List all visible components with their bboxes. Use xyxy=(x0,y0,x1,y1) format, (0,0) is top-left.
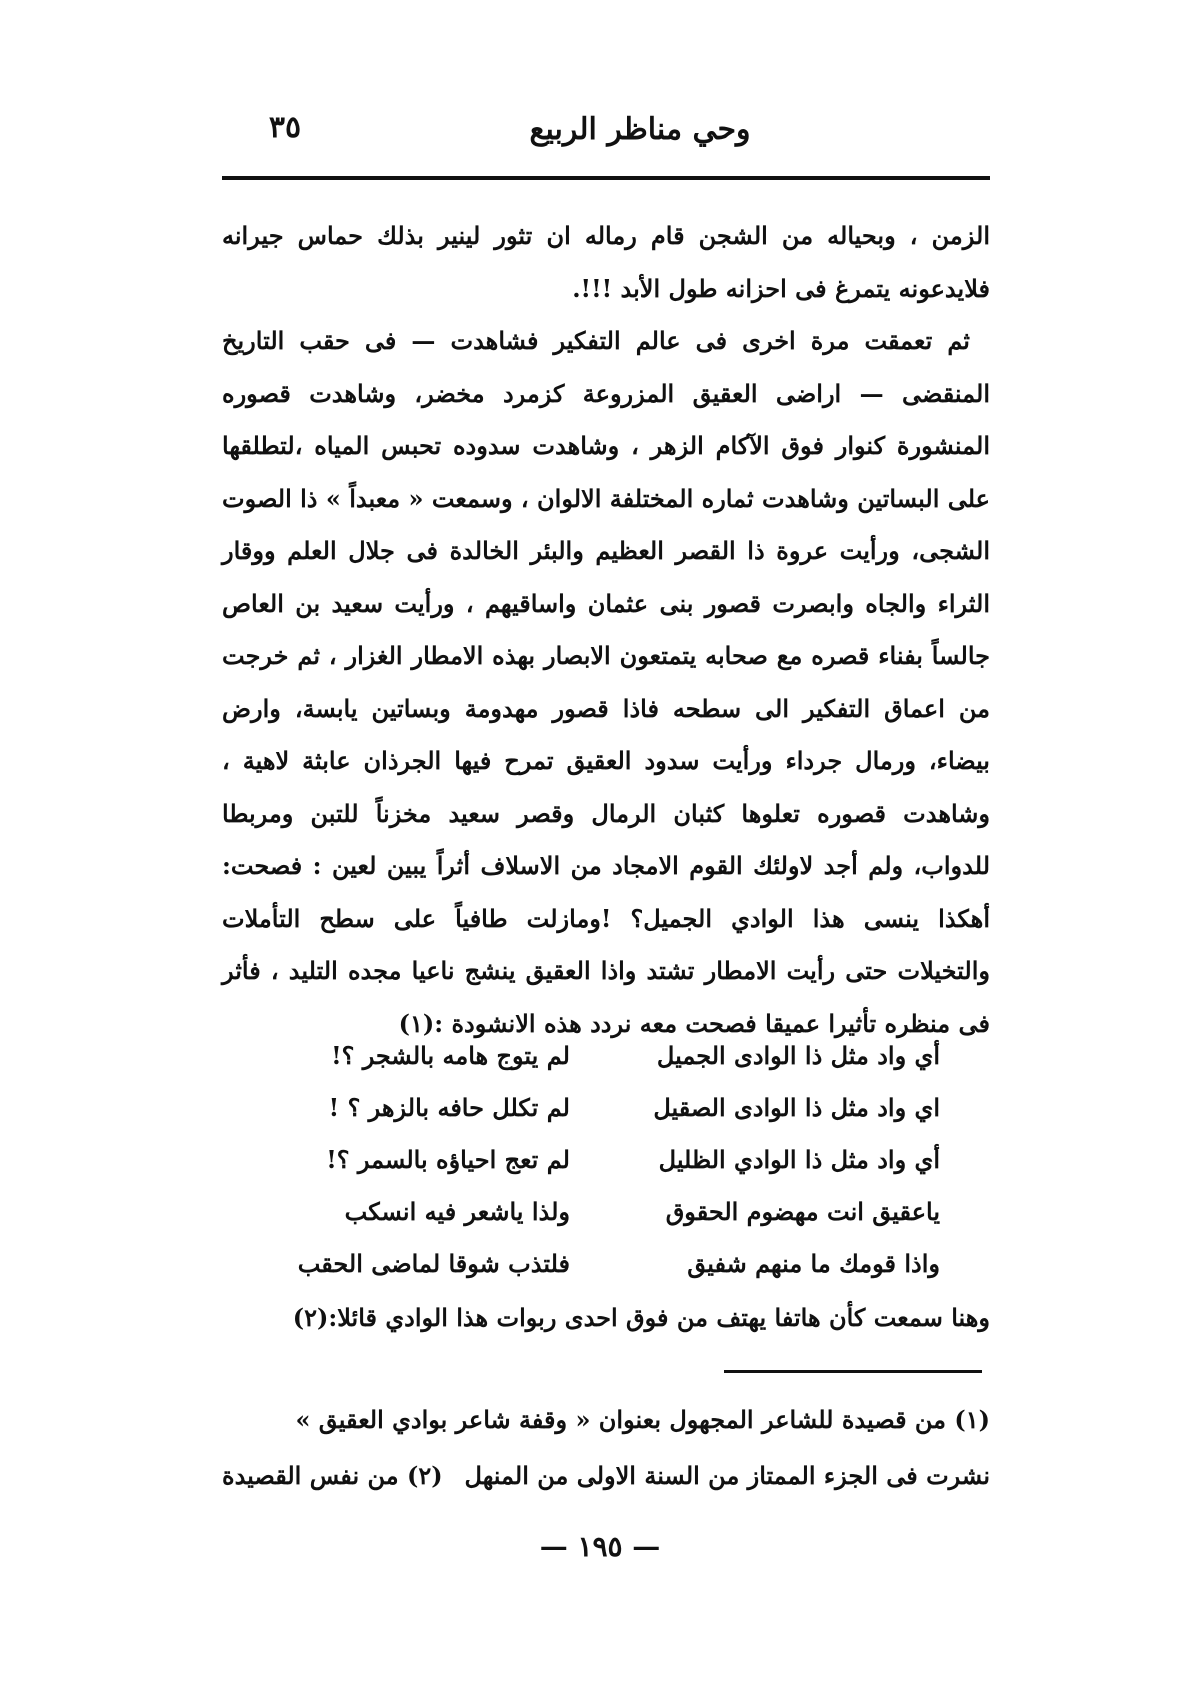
paragraph-1: الزمن ، وبحياله من الشجن قام رماله ان تثور لينير بذلك حماس جيرانه فلايدعونه يتمرغ فى احزانه طول الأبد !!!. xyxy=(222,221,990,303)
footnote-line-2 xyxy=(222,1448,990,1504)
footnote-1-text: (١) من قصيدة للشاعر المجهول بعنوان « وقفة شاعر بوادي العقيق » xyxy=(295,1405,990,1434)
verse xyxy=(240,1186,940,1238)
paragraph-2: ثم تعمقت مرة اخرى فى عالم التفكير فشاهدت — فى حقب التاريخ المنقضى — اراضى العقيق المزروعة كزمرد مخضر، وشاهدت قصوره المنشورة كنوار فوق الآكام الزهر ، وشاهدت سدوده تحبس المياه ،لتطلقها على البساتين وشاهدت ثماره المختلفة الالوان ، وسمعت « معبداً » ذا الصوت الشجى، ورأيت عروة ذا القصر العظيم والبئر الخالدة فى جلال العلم ووقار الثراء والجاه وابصرت قصور بنى عثمان واساقيهم ، ورأيت سعيد بن العاص جالساً بفناء قصره مع صحابه يتمتعون الابصار بهذه الامطار الغزار ، ثم خرجت من اعماق التفكير الى سطحه فاذا قصور مهدومة وبساتين يابسة، وارض بيضاء، ورمال جرداء ورأيت سدود العقيق تمرح فيها الجرذان عابثة لاهية ، وشاهدت قصوره تعلوها كثبان الرمال وقصر سعيد مخزناً للتبن ومربطا للدواب، ولم أجد لاولئك القوم الامجاد من الاسلاف أثراً يبين لعين : فصحت: أهكذا ينسى هذا الوادي الجميل؟ !ومازلت طافياً على سطح التأملات والتخيلات حتى رأيت الامطار تشتد واذا العقيق ينشج ناعيا مجده التليد ، فأثر فى منظره تأثيرا عميقا فصحت معه نردد هذه الانشودة :(١) xyxy=(221,326,991,1038)
verse xyxy=(240,1082,940,1134)
footnote-divider xyxy=(724,1370,982,1373)
running-title: وحي مناظر الربيع xyxy=(529,112,751,147)
verse-second-half: فلتذب شوقا لماضى الحقب xyxy=(297,1249,570,1278)
footnotes xyxy=(222,1392,990,1504)
verse-first-half: واذا قومك ما منهم شفيق xyxy=(687,1249,940,1278)
closing-line: وهنا سمعت كأن هاتفا يهتف من فوق احدى ربوات هذا الوادي قائلا:(٢) xyxy=(292,1303,990,1332)
header-page-number: ٣٥ xyxy=(268,110,302,145)
footnote-2-text: (٢) من نفس القصيدة xyxy=(222,1461,443,1490)
verse-first-half: أي واد مثل ذا الوادى الجميل xyxy=(656,1041,940,1070)
verse xyxy=(240,1134,940,1186)
verse-second-half: لم يتوج هامه بالشجر ؟! xyxy=(331,1041,570,1070)
poem xyxy=(240,1030,940,1290)
verse xyxy=(240,1030,940,1082)
footnote-line-1 xyxy=(222,1392,990,1448)
verse-second-half: لم تكلل حافه بالزهر ؟ ! xyxy=(328,1093,570,1122)
verse-first-half: ياعقيق انت مهضوم الحقوق xyxy=(665,1197,940,1226)
verse xyxy=(240,1238,940,1290)
verse-second-half: ولذا ياشعر فيه انسكب xyxy=(344,1197,570,1226)
verse-first-half: اي واد مثل ذا الوادى الصقيل xyxy=(653,1093,940,1122)
verse-first-half: أي واد مثل ذا الوادي الظليل xyxy=(658,1145,940,1174)
footer-page-number: — ١٩٥ — xyxy=(539,1530,661,1563)
verse-second-half: لم تعج احياؤه بالسمر ؟! xyxy=(326,1145,570,1174)
body-text xyxy=(222,210,990,1050)
header-divider xyxy=(222,176,990,180)
footnote-1-continuation: نشرت فى الجزء الممتاز من السنة الاولى من المنهل xyxy=(464,1461,990,1490)
